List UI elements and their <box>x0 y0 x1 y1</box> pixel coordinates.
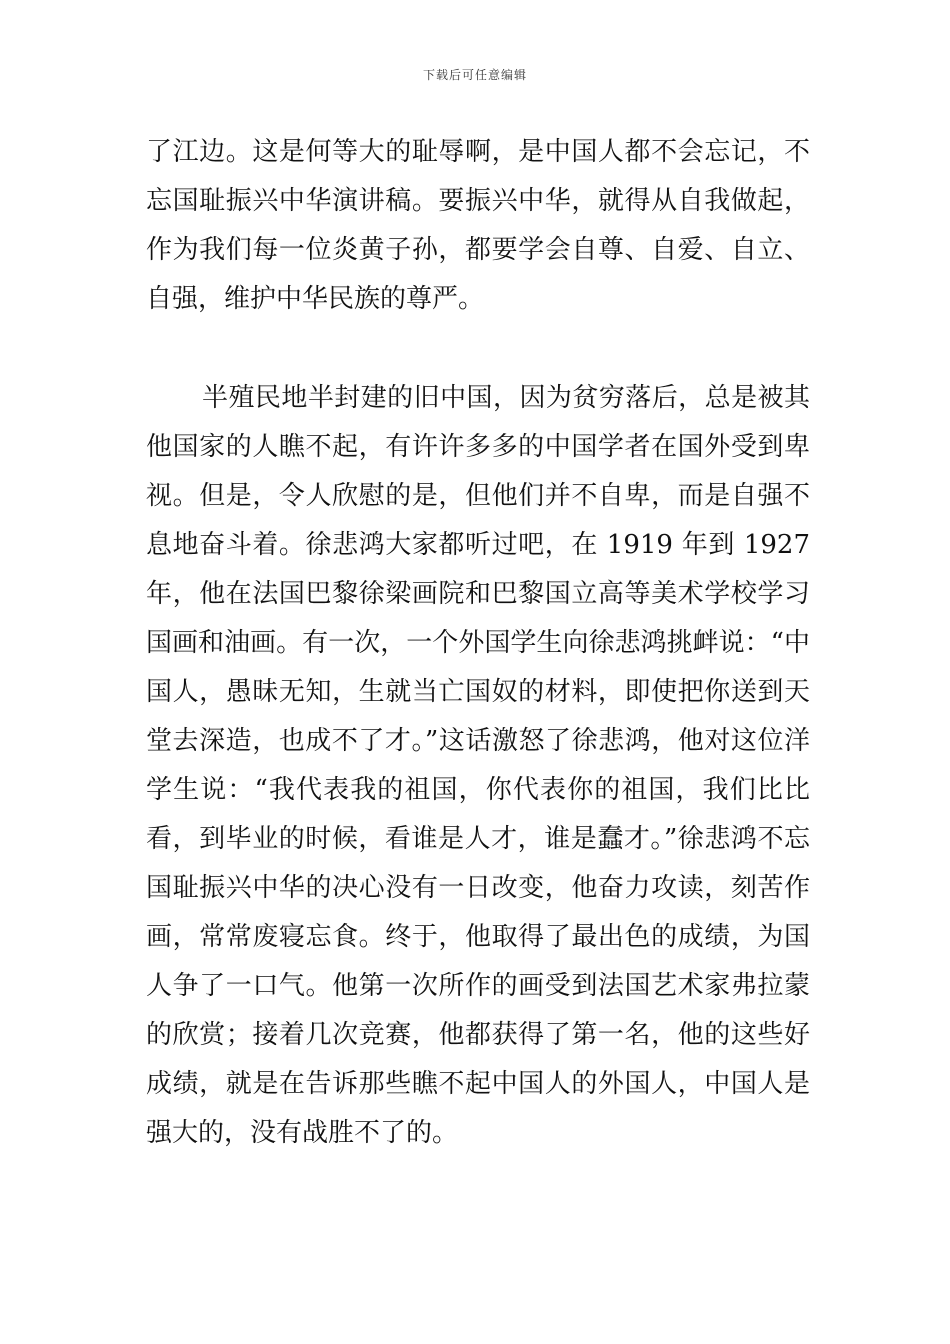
body-paragraph-2: 半殖民地半封建的旧中国，因为贫穷落后，总是被其他国家的人瞧不起，有许许多多的中国学者在国外受到卑视。但是，令人欣慰的是，但他们并不自卑，而是自强不息地奋斗着。徐悲鸿大家都听过吧，在 1919 年到 1927 年，他在法国巴黎徐梁画院和巴黎国立高等美术学校学习国画和油画。有一次，一个外国学生向徐悲鸿挑衅说：“中国人，愚昧无知，生就当亡国奴的材料，即使把你送到天堂去深造，也成不了才。”这话激怒了徐悲鸿，他对这位洋学生说：“我代表我的祖国，你代表你的祖国，我们比比看，到毕业的时候，看谁是人才，谁是蠢才。”徐悲鸿不忘国耻振兴中华的决心没有一日改变，他奋力攻读，刻苦作画，常常废寝忘食。终于，他取得了最出色的成绩，为国人争了一口气。他第一次所作的画受到法国艺术家弗拉蒙的欣赏；接着几次竞赛，他都获得了第一名，他的这些好成绩，就是在告诉那些瞧不起中国人的外国人，中国人是强大的，没有战胜不了的。 <box>146 383 810 1148</box>
page-header-note: 下载后可任意编辑 <box>422 68 527 82</box>
body-paragraph-1: 了江边。这是何等大的耻辱啊，是中国人都不会忘记，不忘国耻振兴中华演讲稿。要振兴中华，就得从自我做起，作为我们每一位炎黄子孙，都要学会自尊、自爱、自立、自强，维护中华民族的尊严。 <box>146 137 810 314</box>
